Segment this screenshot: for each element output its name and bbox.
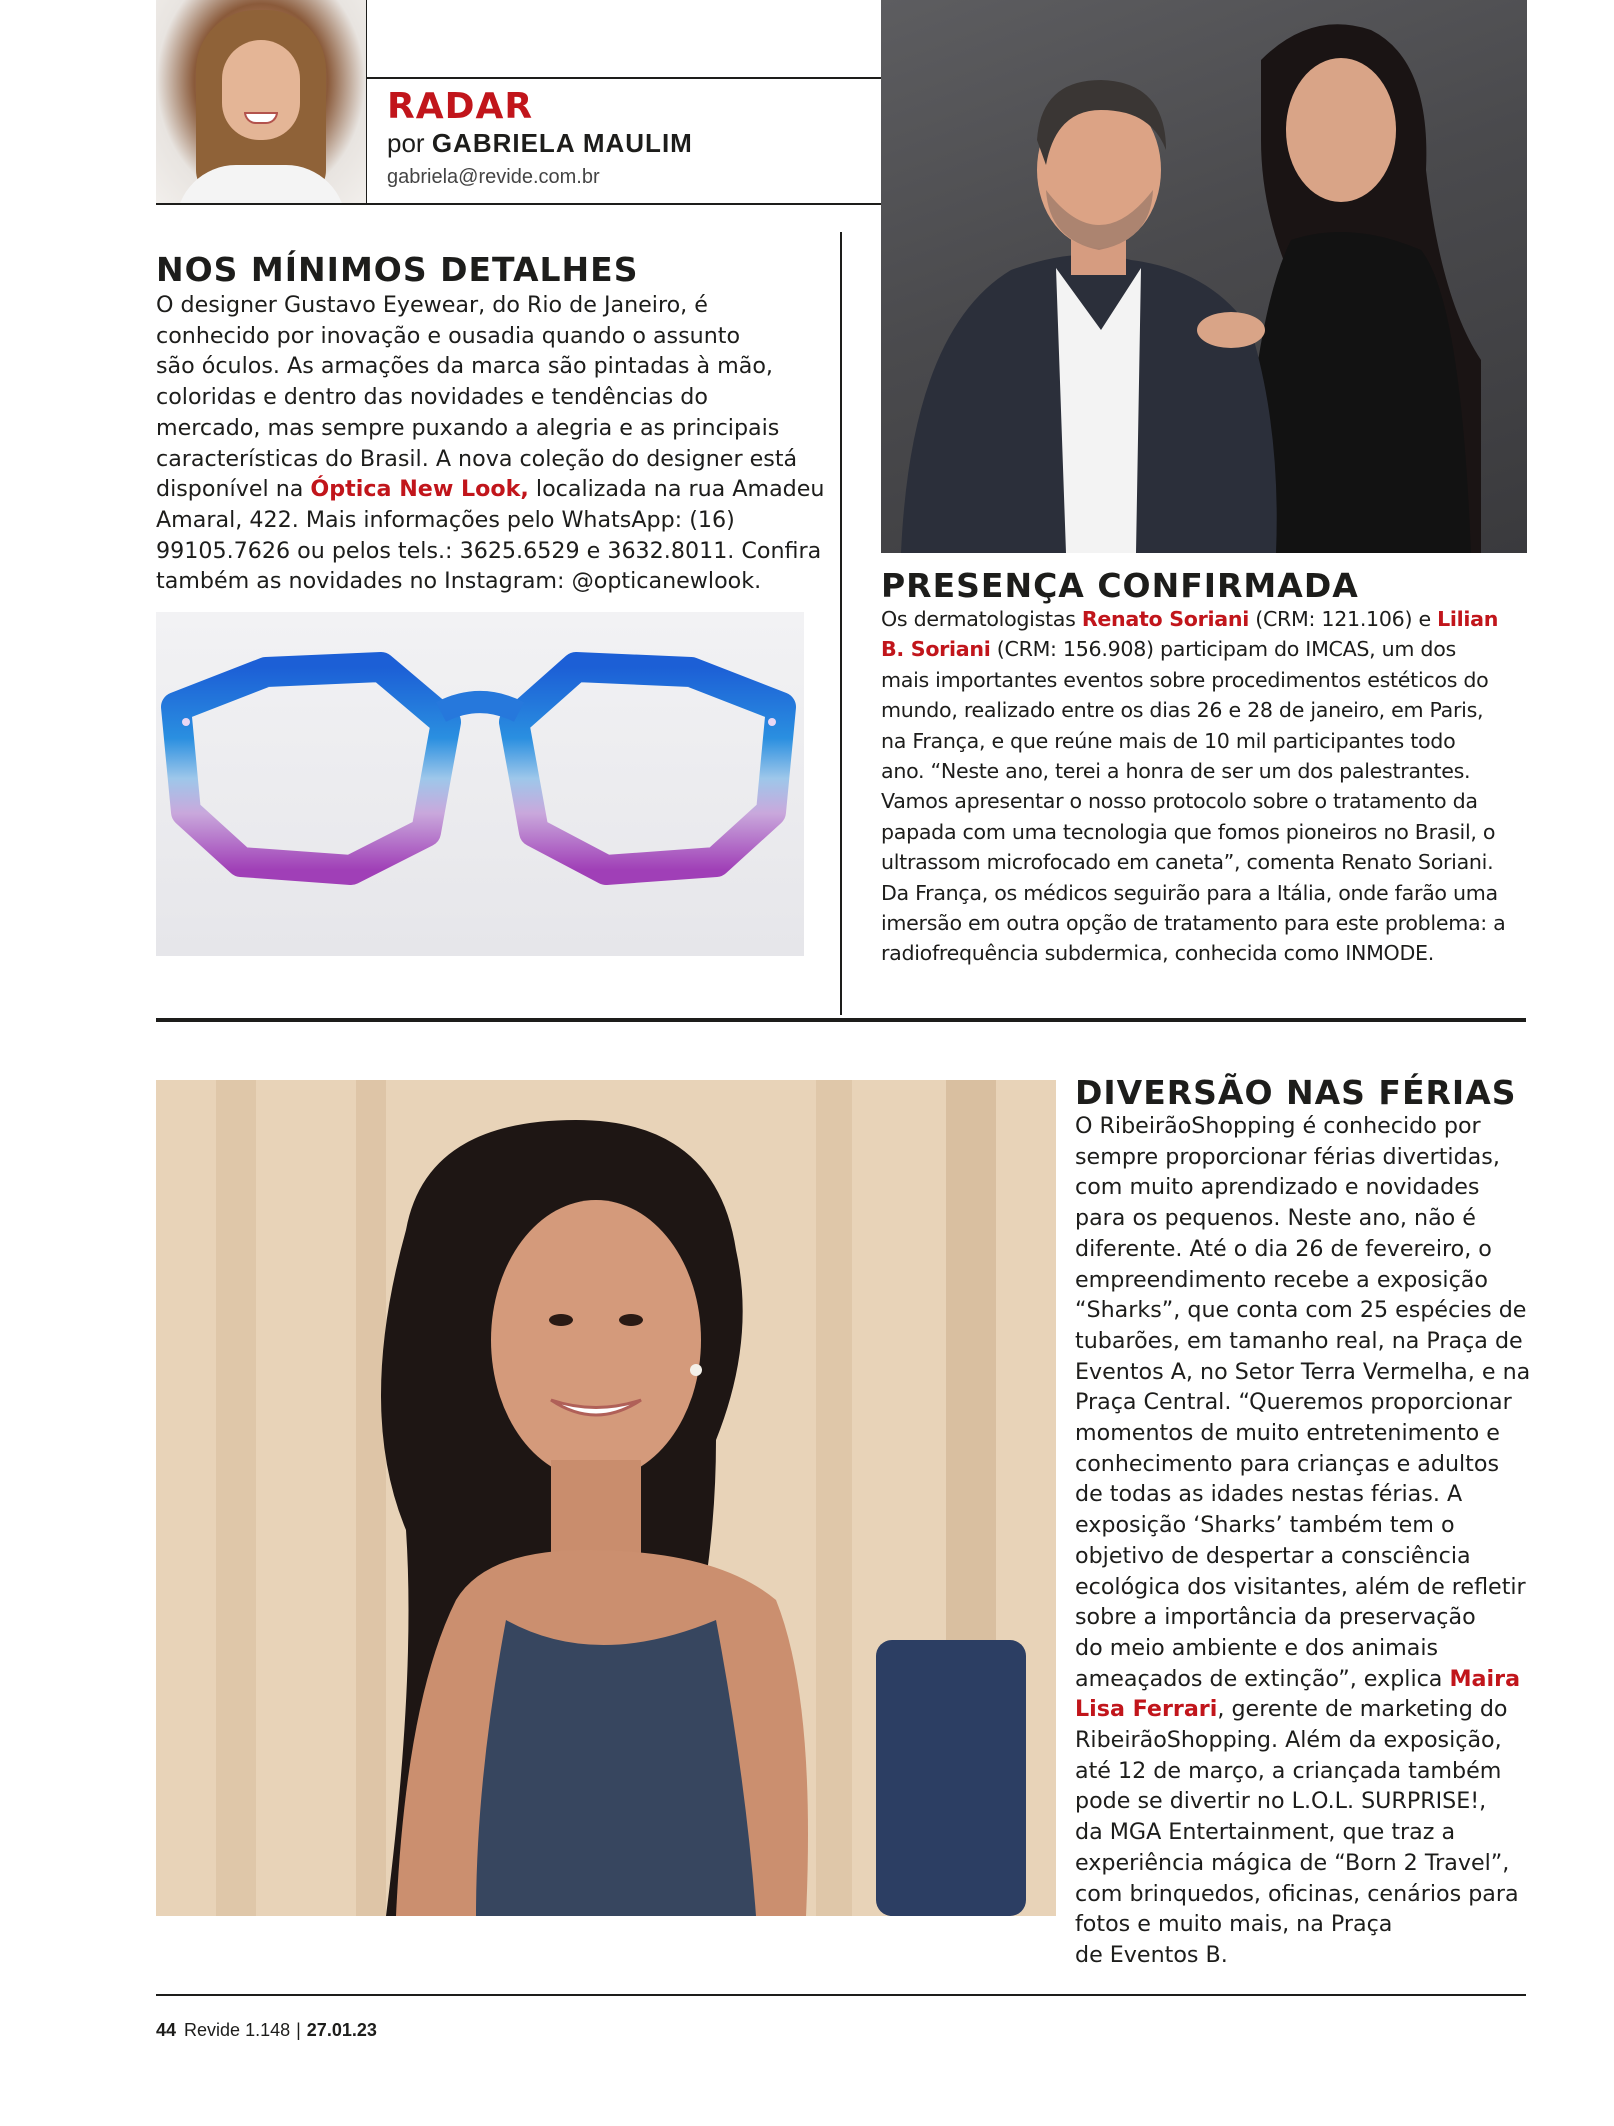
section3-line: experiência mágica de “Born 2 Travel”, — [1075, 1849, 1510, 1876]
section2-line: Vamos apresentar o nosso protocolo sobre o tratamento da — [881, 789, 1478, 814]
byline — [387, 128, 693, 159]
b-soriani-highlight: B. Soriani — [881, 637, 991, 662]
lisa-ferrari-highlight: Lisa Ferrari — [1075, 1696, 1218, 1723]
maira-lisa-ferrari-photo — [156, 1080, 1056, 1916]
page-footer — [156, 2020, 377, 2041]
byline-prefix: por — [387, 128, 425, 158]
section3-line: Eventos A, no Setor Terra Vermelha, e na — [1075, 1358, 1531, 1385]
lilian-highlight: Lilian — [1437, 607, 1499, 631]
section3-line: com brinquedos, oficinas, cenários para — [1075, 1880, 1519, 1907]
magazine-issue: Revide 1.148 — [184, 2020, 291, 2040]
optica-new-look-highlight: Óptica New Look, — [310, 476, 529, 503]
section2-title: PRESENÇA CONFIRMADA — [881, 566, 1359, 605]
section1-body — [156, 290, 825, 597]
page-number: 44 — [156, 2020, 177, 2040]
dermatologists-photo — [881, 0, 1527, 553]
section3-title: DIVERSÃO NAS FÉRIAS — [1075, 1073, 1517, 1112]
section3-line: “Sharks”, que conta com 25 espécies de — [1075, 1297, 1527, 1324]
maira-highlight: Maira — [1449, 1665, 1521, 1692]
section3-line: tubarões, em tamanho real, na Praça de — [1075, 1327, 1523, 1354]
section3-line: sobre a importância da preservação — [1075, 1604, 1476, 1631]
section-divider — [156, 1018, 1526, 1022]
section2-line: na França, e que reúne mais de 10 mil participantes todo — [881, 728, 1456, 753]
author-email[interactable]: gabriela@revide.com.br — [387, 166, 600, 188]
section3-line: de Eventos B. — [1075, 1941, 1228, 1968]
section2-line: ano. “Neste ano, terei a honra de ser um dos palestrantes. — [881, 759, 1471, 784]
section3-line: para os pequenos. Neste ano, não é — [1075, 1205, 1476, 1232]
section1-line: Amaral, 422. Mais informações pelo WhatsApp: (16) — [156, 506, 735, 533]
section1-line: são óculos. As armações da marca são pintadas à mão, — [156, 353, 773, 380]
section3-line: conhecimento para crianças e adultos — [1075, 1450, 1500, 1477]
section3-line: do meio ambiente e dos animais — [1075, 1634, 1439, 1661]
header-divider-vertical — [366, 0, 367, 204]
section1-line: disponível na Óptica New Look, localizada na rua Amadeu — [156, 476, 825, 503]
header-rule-bottom — [156, 203, 881, 205]
section1-line: também as novidades no Instagram: @opticanewlook. — [156, 568, 762, 595]
byline-name: GABRIELA MAULIM — [431, 128, 693, 158]
section1-line: coloridas e dentro das novidades e tendências do — [156, 384, 708, 411]
footer-separator: | — [296, 2020, 301, 2040]
section3-line: exposição ‘Sharks’ também tem o — [1075, 1512, 1455, 1539]
section2-line: ultrassom microfocado em caneta”, comenta Renato Soriani. — [881, 850, 1494, 875]
renato-soriani-highlight: Renato Soriani — [1081, 607, 1249, 631]
section3-line: ameaçados de extinção”, explica Maira — [1075, 1665, 1521, 1692]
section3-line: da MGA Entertainment, que traz a — [1075, 1819, 1456, 1846]
section2-line: papada com uma tecnologia que fomos pioneiros no Brasil, o — [881, 819, 1496, 844]
section1-line: características do Brasil. A nova coleção do designer está — [156, 445, 798, 472]
section1-line: 99105.7626 ou pelos tels.: 3625.6529 e 3632.8011. Confira — [156, 537, 822, 564]
section1-line: conhecido por inovação e ousadia quando o assunto — [156, 322, 741, 349]
section3-line: até 12 de março, a criançada também — [1075, 1757, 1502, 1784]
section2-line: Os dermatologistas Renato Soriani (CRM: 121.106) e Lilian — [881, 607, 1499, 631]
section3-line: ecológica dos visitantes, além de refletir — [1075, 1573, 1526, 1600]
section3-line: de todas as idades nestas férias. A — [1075, 1481, 1463, 1508]
section2-line: radiofrequência subdermica, conhecida como INMODE. — [881, 941, 1434, 966]
section3-line: diferente. Até o dia 26 de fevereiro, o — [1075, 1235, 1492, 1262]
eyeglasses-photo — [156, 612, 804, 956]
section2-body — [881, 604, 1526, 969]
section3-line: empreendimento recebe a exposição — [1075, 1266, 1488, 1293]
section1-line: mercado, mas sempre puxando a alegria e as principais — [156, 414, 780, 441]
section3-line: O RibeirãoShopping é conhecido por — [1075, 1113, 1481, 1139]
section2-line: B. Soriani (CRM: 156.908) participam do IMCAS, um dos — [881, 637, 1456, 662]
header-rule-top — [366, 77, 881, 79]
section3-line: momentos de muito entretenimento e — [1075, 1420, 1500, 1447]
section3-line: objetivo de despertar a consciência — [1075, 1542, 1471, 1569]
section2-line: mais importantes eventos sobre procedimentos estéticos do — [881, 667, 1489, 692]
column-divider — [840, 232, 842, 1015]
section2-line: Da França, os médicos seguirão para a Itália, onde farão uma — [881, 880, 1498, 905]
section2-line: mundo, realizado entre os dias 26 e 28 de janeiro, em Paris, — [881, 698, 1484, 723]
section1-title: NOS MÍNIMOS DETALHES — [156, 250, 639, 289]
column-title: RADAR — [387, 86, 534, 127]
section3-line: com muito aprendizado e novidades — [1075, 1174, 1480, 1201]
section3-line: Praça Central. “Queremos proporcionar — [1075, 1389, 1512, 1416]
section1-line: O designer Gustavo Eyewear, do Rio de Janeiro, é — [156, 292, 708, 318]
section3-body — [1075, 1111, 1535, 1971]
section3-line: RibeirãoShopping. Além da exposição, — [1075, 1727, 1502, 1754]
author-photo — [156, 0, 366, 204]
section3-line: Lisa Ferrari, gerente de marketing do — [1075, 1696, 1508, 1723]
issue-date: 27.01.23 — [306, 2020, 377, 2040]
section3-line: sempre proporcionar férias divertidas, — [1075, 1143, 1500, 1170]
section2-line: imersão em outra opção de tratamento para este problema: a — [881, 911, 1506, 936]
section3-line: fotos e muito mais, na Praça — [1075, 1911, 1393, 1938]
section3-line: pode se divertir no L.O.L. SURPRISE!, — [1075, 1788, 1487, 1815]
footer-rule — [156, 1994, 1526, 1996]
